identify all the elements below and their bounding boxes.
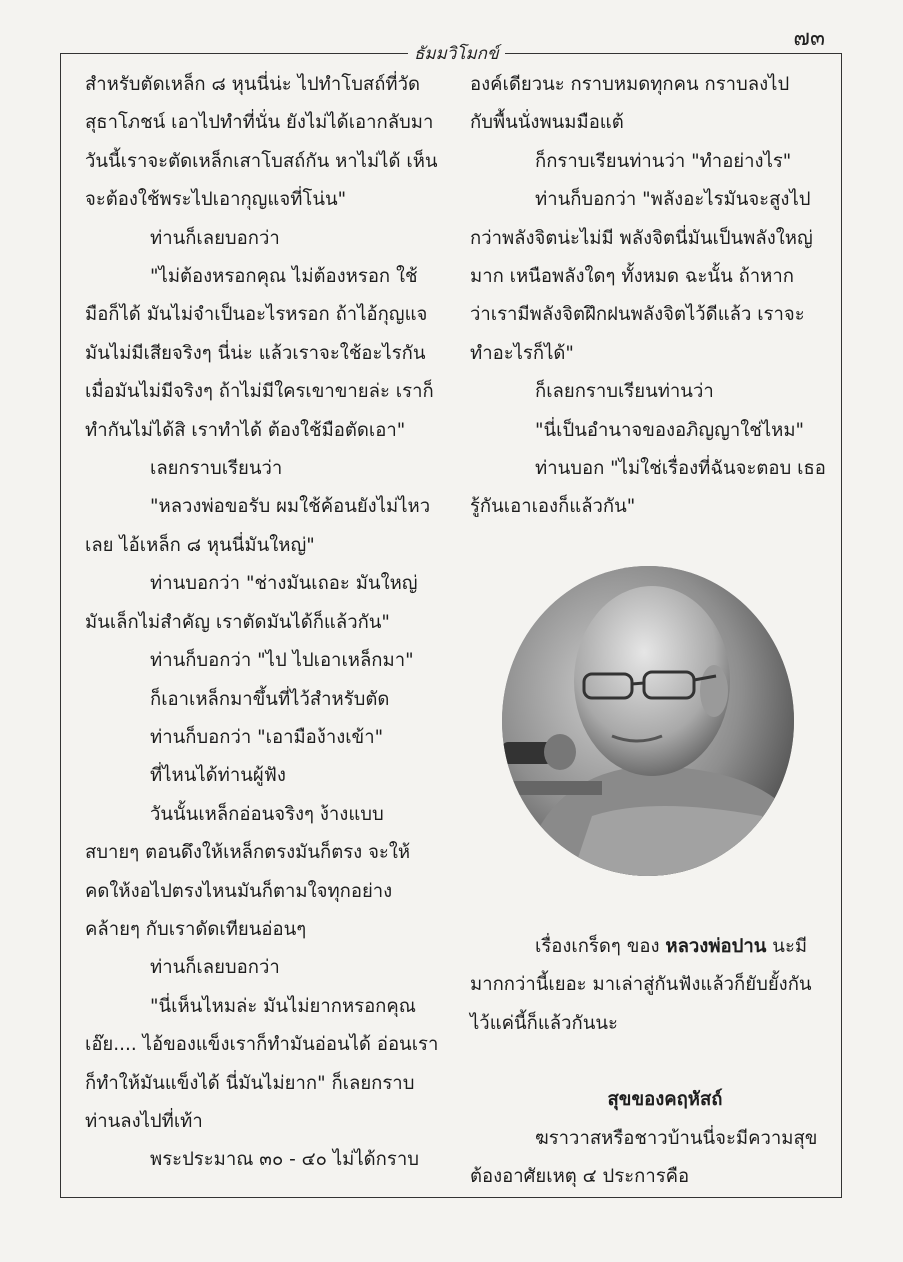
closing-paragraph-line: ไว้แค่นี้ก็แล้วกันนะ [470, 1012, 618, 1034]
text-line: กว่าพลังจิตน่ะไม่มี พลังจิตนี่มันเป็นพลังใหญ่ [470, 227, 813, 249]
section-paragraph-line: ฆราวาสหรือชาวบ้านนี่จะมีความสุข [535, 1127, 818, 1149]
text-line: "หลวงพ่อขอรับ ผมใช้ค้อนยังไม่ไหว [150, 496, 431, 518]
text-line: กับพื้นนั่งพนมมือแต้ [470, 112, 624, 134]
right-column-bottom [470, 928, 830, 1196]
text-line: เมื่อมันไม่มีจริงๆ ถ้าไม่มีใครเขาขายล่ะ เราก็ [85, 381, 434, 403]
text-line: มันเล็กไม่สำคัญ เราตัดมันได้ก็แล้วกัน" [85, 611, 390, 633]
text-line: "นี่เห็นไหมล่ะ มันไม่ยากหรอกคุณ [150, 995, 416, 1017]
text-line: ก็เอาเหล็กมาขึ้นที่ไว้สำหรับตัด [150, 688, 390, 710]
text-line: องค์เดียวนะ กราบหมดทุกคน กราบลงไป [470, 74, 790, 95]
closing-paragraph-line: มากกว่านี้เยอะ มาเล่าสู่กันฟังแล้วก็ยับยั้งกัน [470, 974, 812, 996]
text-line: ทำอะไรก็ได้" [470, 342, 574, 364]
text-line: วันนี้เราจะตัดเหล็กเสาโบสถ์กัน หาไม่ได้ เห็น [85, 150, 438, 172]
text-line: ท่านบอกว่า "ช่างมันเถอะ มันใหญ่ [150, 573, 418, 595]
right-column [470, 66, 830, 527]
text-line: ท่านก็บอกว่า "ไป ไปเอาเหล็กมา" [150, 650, 414, 672]
text-line: ที่ไหนได้ท่านผู้ฟัง [150, 765, 286, 787]
text-line: สุธาโภชน์ เอาไปทำที่นั่น ยังไม่ได้เอากลับมา [85, 112, 434, 134]
text-line: ท่านลงไปที่เท้า [85, 1110, 203, 1132]
text-line: ว่าเรามีพลังจิตฝึกฝนพลังจิตไว้ดีแล้ว เราจะ [470, 304, 805, 326]
section-heading: สุขของคฤหัสถ์ [607, 1089, 723, 1111]
closing-text-end: นะมี [766, 936, 808, 957]
text-line: ท่านก็บอกว่า "พลังอะไรมันจะสูงไป [535, 189, 811, 211]
text-line: มันไม่มีเสียจริงๆ นี่น่ะ แล้วเราจะใช้อะไรกัน [85, 342, 426, 364]
text-line: มาก เหนือพลังใดๆ ทั้งหมด ฉะนั้น ถ้าหาก [470, 266, 794, 288]
left-column [85, 66, 445, 1180]
text-line: ก็เลยกราบเรียนท่านว่า [535, 381, 714, 403]
text-line: ก็ทำให้มันแข็งได้ นี่มันไม่ยาก" ก็เลยกราบ [85, 1072, 415, 1094]
text-line: จะต้องใช้พระไปเอากุญแจที่โน่น" [85, 189, 347, 211]
text-line: สบายๆ ตอนดึงให้เหล็กตรงมันก็ตรง จะให้ [85, 842, 411, 864]
closing-text: เรื่องเกร็ดๆ ของ [535, 936, 666, 957]
monk-portrait-photo [502, 566, 794, 876]
portrait-illustration [502, 566, 794, 876]
closing-paragraph-line [470, 928, 830, 966]
text-line: ก็กราบเรียนท่านว่า "ทำอย่างไร" [535, 150, 792, 172]
running-header-title: ธัมมวิโมกข์ [408, 40, 505, 67]
text-line: "นี่เป็นอำนาจของอภิญญาใช่ไหม" [535, 419, 805, 441]
text-line: เลย ไอ้เหล็ก ๘ หุนนี่มันใหญ่" [85, 534, 315, 556]
page-number: ๗๓ [793, 26, 825, 51]
text-line: คดให้งอไปตรงไหนมันก็ตามใจทุกอย่าง [85, 880, 393, 902]
text-line: เลยกราบเรียนว่า [150, 458, 283, 480]
text-line: ทำกันไม่ได้สิ เราทำได้ ต้องใช้มือตัดเอา" [85, 419, 406, 441]
text-line: สำหรับตัดเหล็ก ๘ หุนนี่น่ะ ไปทำโบสถ์ที่วัด [85, 74, 421, 95]
text-line: เอ๊ย.... ไอ้ของแข็งเราก็ทำมันอ่อนได้ อ่อนเรา [85, 1034, 439, 1056]
text-line: ท่านก็เลยบอกว่า [150, 957, 280, 979]
text-line: คล้ายๆ กับเราดัดเทียนอ่อนๆ [85, 918, 307, 940]
section-paragraph-line: ต้องอาศัยเหตุ ๔ ประการคือ [470, 1166, 690, 1188]
text-line: มือก็ได้ มันไม่จำเป็นอะไรหรอก ถ้าไอ้กุญแจ [85, 304, 428, 326]
text-line: รู้กันเอาเองก็แล้วกัน" [470, 496, 636, 518]
text-line: "ไม่ต้องหรอกคุณ ไม่ต้องหรอก ใช้ [150, 266, 418, 288]
text-line: ท่านบอก "ไม่ใช่เรื่องที่ฉันจะตอบ เธอ [535, 458, 826, 480]
monk-name: หลวงพ่อปาน [665, 936, 767, 957]
text-line: วันนั้นเหล็กอ่อนจริงๆ ง้างแบบ [150, 803, 384, 825]
spacer [470, 1043, 830, 1081]
text-line: ท่านก็บอกว่า "เอามือง้างเข้า" [150, 726, 384, 748]
text-line: พระประมาณ ๓๐ - ๔๐ ไม่ได้กราบ [150, 1149, 419, 1171]
text-line: ท่านก็เลยบอกว่า [150, 227, 280, 249]
